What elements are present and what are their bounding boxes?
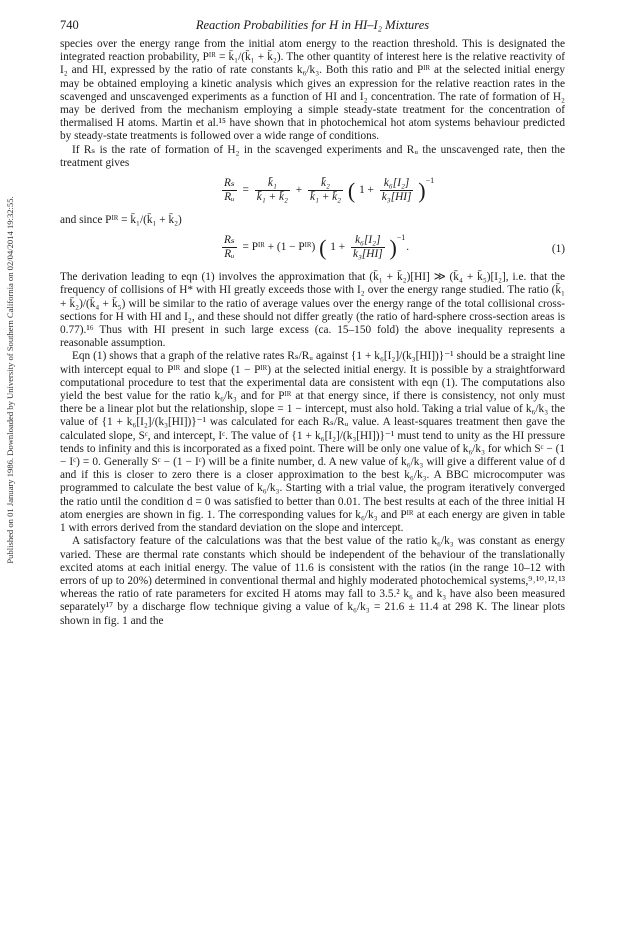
eq-b-inner-den: k₃[HI] bbox=[352, 248, 383, 261]
page-header bbox=[60, 18, 565, 32]
eq-b-lhs bbox=[222, 234, 237, 261]
eq-b-one-plus: 1 + bbox=[330, 241, 346, 254]
eq-a-exponent: −1 bbox=[425, 176, 435, 186]
eq-b-paren-close: ) bbox=[389, 235, 397, 261]
eq-a-term2-den: k̄₁ + k̄₂ bbox=[309, 190, 342, 203]
eq-a-inner-num: k₆[I₂] bbox=[380, 177, 414, 191]
eq-b-paren-open: ( bbox=[319, 235, 327, 261]
eq-a-inner-den: k₃[HI] bbox=[381, 190, 412, 203]
page-number: 740 bbox=[60, 18, 79, 32]
eq-a-paren-close: ) bbox=[418, 177, 426, 203]
eq-a-term1-den: k̄₁ + k̄₂ bbox=[256, 190, 288, 203]
eq-a-lhs-num: Rₛ bbox=[222, 177, 237, 191]
paragraph-1: species over the energy range from the initial atom energy to the reaction threshold. This is designated the integrated reaction probability, Pᴵᴿ = k̄₁/(k̄₁ + k̄₂). The other quantity of interest here is the relative reactivity of I₂ and HI, expressed by the ratio of rate constants k₆/k₃. Both this ratio and Pᴵᴿ at the selected initial energy may be obtained employing a kinetic analysis which gives an expression for the relative reaction rates in the scavenged and unscavenged experiments as a function of HI and I₂ concentration. The rate of formation of H₂ may be derived from the mechanism employing a simple steady-state treatment for the concentration of thermalised H atoms. Martin et al.¹⁵ have shown that in photochemical hot atom systems behaviour predicted by steady-state treatments is followed over a wide range of conditions. bbox=[60, 38, 565, 143]
eq-a-lhs bbox=[222, 177, 237, 204]
running-title: Reaction Probabilities for H in HI–I₂ Mixtures bbox=[195, 18, 430, 32]
eq-a-equals: = bbox=[242, 183, 249, 196]
eq-a-one-plus: 1 + bbox=[359, 183, 374, 196]
eq-b-body: = Pᴵᴿ + (1 − Pᴵᴿ) bbox=[242, 241, 316, 254]
eq-a-term1 bbox=[255, 177, 290, 204]
side-note-text: Published on 01 January 1986. Downloaded by University of Southern California on 02/04/2014 19:32:55. bbox=[5, 196, 15, 564]
eq-a-term2 bbox=[308, 177, 343, 204]
rate-equation bbox=[60, 174, 565, 212]
paragraph-6: A satisfactory feature of the calculations was that the best value of the ratio k₆/k₃ was constant as energy varied. These are thermal rate constants which should be independent of the behaviour of the translationally excited atoms at each initial energy. The value of 11.6 is consistent with the ratios (in the range 10–12 with errors of up to 20%) determined in conventional thermal and highly moderated photochemical systems,⁹˒¹⁰˒¹²˒¹³ whereas the ratio of rate parameters for excited H atoms may fall to 3.5.² k₆ and k₃ have also been measured separately¹⁷ by a discharge flow technique giving a value of k₆/k₃ = 21.6 ± 11.4 at 298 K. The linear plots shown in fig. 1 and the bbox=[60, 535, 565, 627]
equation-number: (1) bbox=[551, 243, 565, 256]
publication-side-note bbox=[3, 100, 17, 660]
paragraph-3: and since Pᴵᴿ = k̄₁/(k̄₁ + k̄₂) bbox=[60, 214, 182, 227]
paragraph-5: Eqn (1) shows that a graph of the relative rates Rₛ/Rᵤ against {1 + k₆[I₂]/(k₃[HI])}⁻¹ should be a straight line with intercept equal to Pᴵᴿ and slope (1 − Pᴵᴿ) at the selected initial energy. It is possible by a straightforward computational procedure to test that the experimental data are consistent with eqn (1). The computations also yield the best value for the ratio k₆/k₃ and for Pᴵᴿ at that energy since, if there is consistency, not only must there be a linear plot but the relationship, slope = 1 − intercept, must also hold. Taking a trial value of k₆/k₃ the value of {1 + k₆[I₂]/(k₃[HI])}⁻¹ was calculated for each Rₛ/Rᵤ value. A least-squares treatment then gave the calculated slope, Sᶜ, and intercept, Iᶜ. The value of {1 + k₆[I₂]/(k₃[HI])}⁻¹ must tend to unity as the HI pressure tends to infinity and this is incorporated as a fixed point. There will be only one value of k₆/k₃ for which Sᶜ − (1 − Iᶜ) = 0. Generally Sᶜ − (1 − Iᶜ) will be a finite number, d. A new value of k₆/k₃ will give a different value of d and if this is closer to zero there is a closer approximation to the best k₆/k₃. A BBC microcomputer was programmed to calculate the best value of k₆/k₃. Starting with a trial value, the program iteratively converged the ratio until the condition d = 0 was satisfied to better than 0.01. The best results at each of the three initial H atom energies are shown in fig. 1. The corresponding values for k₆/k₃ and Pᴵᴿ at each energy are given in table 1 with errors derived from the standard deviation on the slope and intercept. bbox=[60, 350, 565, 535]
equation-1 bbox=[60, 231, 565, 269]
eq-a-term2-num: k̄₂ bbox=[308, 177, 343, 191]
paragraph-2: If Rₛ is the rate of formation of H₂ in the scavenged experiments and Rᵤ the unscavenged rate, then the treatment gives bbox=[60, 143, 565, 169]
eq-b-lhs-den: Rᵤ bbox=[224, 248, 235, 261]
eq-b-trail: . bbox=[406, 241, 410, 254]
eq-a-inner bbox=[380, 177, 414, 204]
eq-b-lhs-num: Rₛ bbox=[222, 234, 237, 248]
eq-b-inner-num: k₆[I₂] bbox=[351, 234, 385, 248]
eq-b-inner bbox=[351, 234, 385, 261]
paragraph-4: The derivation leading to eqn (1) involves the approximation that (k̄₁ + k̄₂)[HI] ≫ (k̄₄ + k̄₅)[I₂], i.e. that the frequency of collisions of H* with HI greatly exceeds those with I₂ over the energy range studied. The ratio (k̄₁ + k̄₂)/(k̄₄ + k̄₅) will be similar to the ratio of average values over the energy range of the total collisional cross-sections for H with HI and I₂, and these should not differ greatly (the ratio of hard-sphere cross-section areas is 0.77).¹⁶ Thus with HI present in such large excess (ca. 15–150 fold) the above inequality represents a reasonable assumption. bbox=[60, 271, 565, 350]
eq-a-paren-open: ( bbox=[347, 177, 356, 203]
eq-a-lhs-den: Rᵤ bbox=[224, 190, 235, 203]
eq-b-exponent: −1 bbox=[396, 233, 406, 243]
eq-a-term1-num: k̄₁ bbox=[255, 177, 290, 191]
eq-a-plus: + bbox=[295, 183, 303, 196]
body-text bbox=[60, 38, 565, 628]
